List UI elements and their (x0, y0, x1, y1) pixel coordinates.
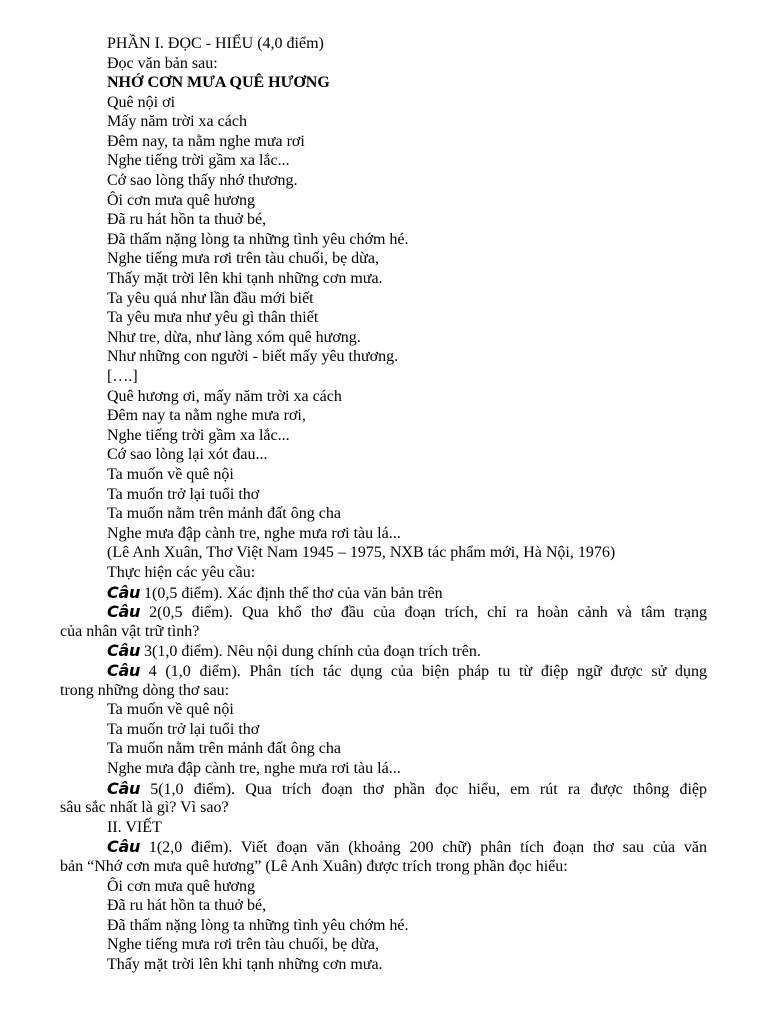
poem-line: Ta yêu quá như lần đầu mới biết (107, 290, 314, 307)
quote-line: Ta muốn về quê nội (107, 701, 234, 718)
poem-line: Ta yêu mưa như yêu gì thân thiết (107, 309, 319, 326)
poem-line: Nghe tiếng mưa rơi trên tàu chuối, bẹ dừa, (107, 250, 379, 267)
poem-line: Quê nội ơi (107, 94, 176, 111)
question-text: 1(0,5 điểm). Xác định thể thơ của văn bản trên (140, 585, 443, 602)
poem-line: Ôi cơn mưa quê hương (107, 192, 256, 209)
question-label: Câu (107, 779, 141, 798)
poem-line: Đã ru hát hồn ta thuở bé, (107, 211, 267, 228)
question-text: 1(2,0 điểm). Viết đoạn văn (khoảng 200 chữ) phân tích đoạn thơ sau của văn (140, 839, 707, 856)
tasks-intro: Thực hiện các yêu cầu: (107, 564, 256, 581)
quote-line: Đã ru hát hồn ta thuở bé, (107, 897, 267, 914)
quote-line: Nghe mưa đập cành tre, nghe mưa rơi tàu lá... (107, 760, 401, 777)
question-text: 3(1,0 điểm). Nêu nội dung chính của đoạn trích trên. (140, 643, 481, 660)
writing-question-line-2: bản “Nhớ cơn mưa quê hương” (Lê Anh Xuân) được trích trong phần đọc hiểu: (60, 858, 568, 875)
question-text: 4 (1,0 điểm). Phân tích tác dụng của biện pháp tu từ điệp ngữ được sử dụng (140, 663, 707, 680)
poem-line: Cớ sao lòng thấy nhớ thương. (107, 172, 298, 189)
poem-line: Đêm nay ta nằm nghe mưa rơi, (107, 407, 306, 424)
poem-title: NHỚ CƠN MƯA QUÊ HƯƠNG (107, 74, 330, 91)
poem-line: Ta muốn về quê nội (107, 466, 234, 483)
question-2-line-1 (107, 603, 707, 622)
question-label: Câu (107, 661, 141, 680)
question-label: Câu (107, 583, 141, 602)
question-4-line-2: trong những dòng thơ sau: (60, 682, 230, 699)
quote-line: Ta muốn trở lại tuổi thơ (107, 721, 260, 738)
question-5-line-2: sâu sắc nhất là gì? Vì sao? (60, 799, 229, 816)
reading-intro: Đọc văn bản sau: (107, 55, 218, 72)
poem-line: Nghe tiếng trời gầm xa lắc... (107, 152, 290, 169)
question-5-line-1 (107, 780, 707, 799)
writing-question-line-1 (107, 838, 707, 857)
poem-ellipsis: [….] (107, 368, 138, 385)
poem-line: Nghe tiếng trời gầm xa lắc... (107, 427, 290, 444)
poem-line: Như tre, dừa, như làng xóm quê hương. (107, 329, 361, 346)
poem-line: Nghe mưa đập cành tre, nghe mưa rơi tàu lá... (107, 525, 401, 542)
poem-line: Đã thấm nặng lòng ta những tình yêu chớm hé. (107, 231, 409, 248)
question-2-line-2: của nhân vật trữ tình? (60, 623, 200, 640)
poem-line: Quê hương ơi, mấy năm trời xa cách (107, 388, 342, 405)
question-1 (107, 584, 443, 603)
poem-line: Mấy năm trời xa cách (107, 113, 247, 130)
poem-line: Như những con người - biết mấy yêu thương. (107, 348, 399, 365)
poem-line: Thấy mặt trời lên khi tạnh những cơn mưa. (107, 270, 383, 287)
poem-line: Ta muốn nằm trên mảnh đất ông cha (107, 505, 341, 522)
quote-line: Nghe tiếng mưa rơi trên tàu chuối, bẹ dừa, (107, 936, 379, 953)
question-text: 5(1,0 điểm). Qua trích đoạn thơ phần đọc hiểu, em rút ra được thông điệp (140, 781, 707, 798)
poem-line: Ta muốn trở lại tuổi thơ (107, 486, 260, 503)
question-label: Câu (107, 641, 141, 660)
question-4-line-1 (107, 662, 707, 681)
quote-line: Đã thấm nặng lòng ta những tình yêu chớm hé. (107, 917, 409, 934)
question-label: Câu (107, 602, 141, 621)
part1-heading: PHẦN I. ĐỌC - HIỂU (4,0 điểm) (107, 35, 324, 52)
poem-line: Đêm nay, ta nằm nghe mưa rơi (107, 133, 305, 150)
quote-line: Thấy mặt trời lên khi tạnh những cơn mưa. (107, 956, 383, 973)
quote-line: Ta muốn nằm trên mảnh đất ông cha (107, 740, 341, 757)
question-3 (107, 642, 481, 661)
question-text: 2(0,5 điểm). Qua khổ thơ đầu của đoạn trích, chỉ ra hoàn cảnh và tâm trạng (140, 604, 707, 621)
question-label: Câu (107, 837, 141, 856)
part2-heading: II. VIẾT (107, 819, 162, 836)
quote-line: Ôi cơn mưa quê hương (107, 878, 256, 895)
poem-source: (Lê Anh Xuân, Thơ Việt Nam 1945 – 1975, NXB tác phẩm mới, Hà Nội, 1976) (107, 544, 616, 561)
poem-line: Cớ sao lòng lại xót đau... (107, 446, 268, 463)
